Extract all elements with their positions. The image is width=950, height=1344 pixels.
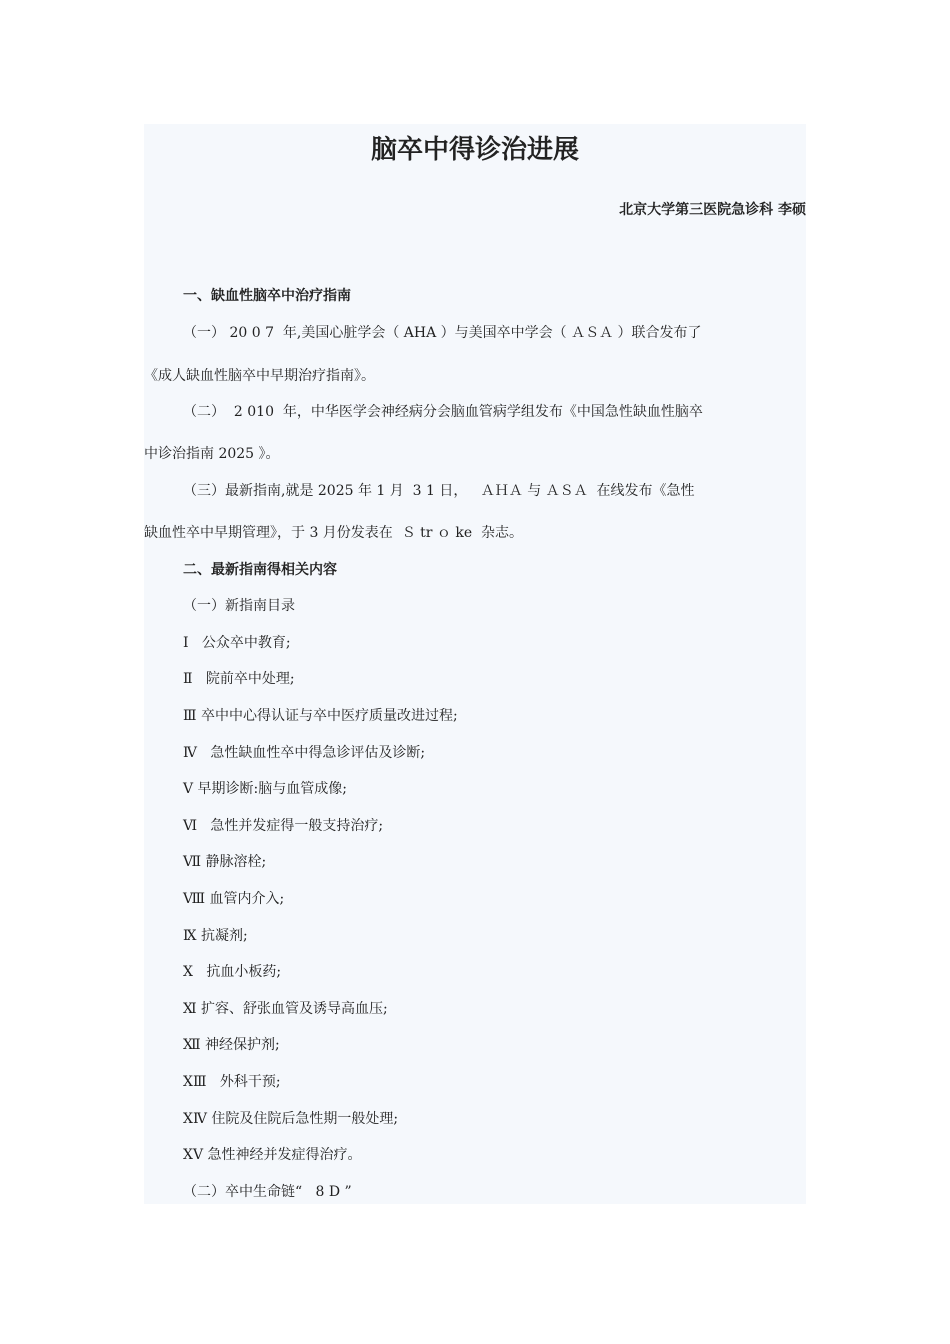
toc-item-11: Ⅺ 扩容、舒张血管及诱导高血压; [183, 1001, 388, 1017]
toc-item-7: Ⅶ 静脉溶栓; [183, 854, 267, 870]
paragraph-2-line-1: （二） 2 010 年，中华医学会神经病分会脑血管病学组发布《中国急性缺血性脑卒 [183, 404, 703, 420]
toc-item-6: Ⅵ 急性并发症得一般支持治疗; [183, 818, 384, 834]
paragraph-3-line-1: （三）最新指南,就是 2025 年 1 月 3 1 日， ＡＨＡ 与 ＡＳＡ 在线发布《急性 [183, 483, 695, 499]
toc-item-9: Ⅸ 抗凝剂; [183, 928, 248, 944]
toc-item-4: Ⅳ 急性缺血性卒中得急诊评估及诊断; [183, 745, 426, 761]
toc-item-15: ⅩⅤ 急性神经并发症得治疗。 [183, 1147, 362, 1163]
toc-item-14: ⅩⅣ 住院及住院后急性期一般处理; [183, 1111, 399, 1127]
toc-item-13: ⅩⅢ 外科干预; [183, 1074, 281, 1090]
toc-item-10: Ⅹ 抗血小板药; [183, 964, 282, 980]
paragraph-1-line-1: （一） 20 0 7 年,美国心脏学会（ AHA ）与美国卒中学会（ ＡＳＡ ）联合发布了 [183, 325, 702, 341]
paragraph-2-line-2: 中诊治指南 2025 》。 [144, 446, 280, 462]
author-line: 北京大学第三医院急诊科 李硕 [619, 202, 806, 218]
subsection-chain-of-survival: （二）卒中生命链“ 8 D ” [183, 1184, 352, 1200]
subsection-toc-heading: （一）新指南目录 [183, 598, 295, 614]
toc-item-1: Ⅰ 公众卒中教育; [183, 635, 291, 651]
toc-item-5: Ⅴ 早期诊断:脑与血管成像; [183, 781, 347, 797]
toc-item-12: Ⅻ 神经保护剂; [183, 1037, 280, 1053]
toc-item-3: Ⅲ 卒中中心得认证与卒中医疗质量改进过程; [183, 708, 458, 724]
section-1-heading: 一、缺血性脑卒中治疗指南 [183, 288, 351, 304]
document-title: 脑卒中得诊治进展 [370, 135, 579, 165]
paragraph-3-line-2: 缺血性卒中早期管理》，于 3 月份发表在 Ｓ tr ｏ ke 杂志。 [144, 525, 524, 541]
toc-item-8: Ⅷ 血管内介入; [183, 891, 285, 907]
section-2-heading: 二、最新指南得相关内容 [183, 562, 337, 578]
toc-item-2: Ⅱ 院前卒中处理; [183, 671, 295, 687]
paragraph-1-line-2: 《成人缺血性脑卒中早期治疗指南》。 [144, 368, 375, 384]
